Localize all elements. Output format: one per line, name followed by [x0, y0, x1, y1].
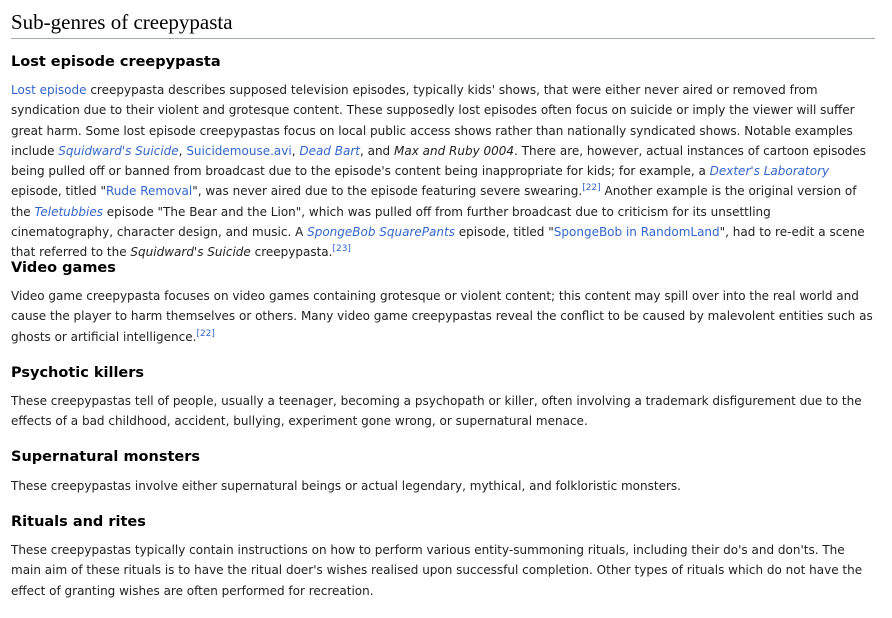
heading-rituals-and-rites: Rituals and rites: [11, 514, 146, 530]
text-segment: , and: [359, 143, 394, 158]
link-teletubbies[interactable]: [35, 205, 103, 219]
link-text: Dexter's Laboratory: [709, 164, 830, 179]
heading-video-games: Video games: [11, 260, 116, 276]
heading-supernatural-monsters: Supernatural monsters: [11, 449, 201, 465]
link-spongebob-squarepants[interactable]: [307, 225, 455, 239]
paragraph-supernatural-monsters: These creepypastas involve either supernatural beings or actual legendary, mythical, and folkloristic monsters.: [11, 479, 681, 493]
link-dead-bart[interactable]: [299, 144, 360, 158]
text-segment: ", was never aired due to the episode featuring severe swearing.: [192, 184, 583, 199]
text-segment: episode "The Bear and the Lion", which was pulled off from further broadcast due to criticism for its unsettling cinematography, character design, and music. A: [11, 204, 771, 240]
paragraph-video-games: [11, 286, 873, 347]
section-title: Sub-genres of creepypasta: [11, 9, 875, 39]
heading-lost-episode: Lost episode creepypasta: [11, 54, 221, 70]
link-text: SpongeBob SquarePants: [307, 225, 455, 240]
paragraph-psychotic-killers: These creepypastas tell of people, usually a teenager, becoming a psychopath or killer, often involving a trademark disfigurement due to the effects of a bad childhood, accident, bullying, experiment gone wrong, or supernatural menace.: [11, 394, 862, 429]
link-rude-removal[interactable]: Rude Removal: [105, 184, 193, 199]
paragraph-rituals-and-rites: These creepypastas typically contain instructions on how to perform various entity-summoning rituals, including their do's and don'ts. The main aim of these rituals is to have the ritual doer's wishes realised upon successful completion. Other types of rituals which do not have the effect of granting wishes are often performed for recreation.: [11, 543, 863, 598]
link-spongebob-in-randomland[interactable]: SpongeBob in RandomLand: [553, 225, 720, 240]
text-segment: creepypasta.: [250, 245, 333, 260]
italic-title-squidwards-suicide: Squidward's Suicide: [130, 245, 251, 260]
text-segment: ,: [178, 143, 187, 158]
text-segment: . There are, however, actual instances of cartoon episodes being pulled off or banned from broadcast due to the episode's content being inappropriate for kids; for example, a: [11, 143, 866, 179]
text-segment: episode, titled ": [454, 225, 554, 240]
text-segment: creepypasta describes supposed television episodes, typically kids' shows, that were either never aired or removed from syndication due to their violent and grotesque content. These supposedly lost episodes often focus on suicide or imply the viewer will suffer great harm. Some lost episode creepypastas focus on local public access shows rather than nationally syndicated shows. Notable examples include: [11, 83, 855, 158]
heading-psychotic-killers: Psychotic killers: [11, 365, 145, 381]
link-text: Teletubbies: [34, 204, 103, 219]
citation-22[interactable]: [22]: [582, 183, 601, 194]
paragraph-lost-episode: [11, 80, 873, 263]
text-segment: ", had to re-edit a scene that referred to the: [11, 225, 865, 260]
text-segment: episode, titled ": [11, 184, 106, 199]
link-squidwards-suicide[interactable]: [58, 144, 178, 158]
link-suicidemouse[interactable]: Suicidemouse.avi: [186, 143, 292, 158]
link-text: Squidward's Suicide: [58, 143, 179, 158]
citation-22[interactable]: [22]: [196, 328, 215, 339]
text-segment: Video game creepypasta focuses on video games containing grotesque or violent content; this content may spill over into the real world and cause the player to harm themselves or others. Many video game creepypastas reveal the conflict to be caused by malevolent entities such as ghosts or artificial intelligence.: [11, 289, 873, 344]
text-segment: ,: [291, 143, 300, 158]
italic-title-max-and-ruby: Max and Ruby 0004: [394, 143, 515, 158]
text-segment: Another example is the original version of the: [11, 184, 857, 219]
link-dexters-laboratory[interactable]: [710, 164, 829, 178]
citation-23[interactable]: [23]: [332, 244, 351, 255]
link-lost-episode[interactable]: Lost episode: [11, 83, 87, 97]
link-text: Dead Bart: [299, 143, 360, 158]
